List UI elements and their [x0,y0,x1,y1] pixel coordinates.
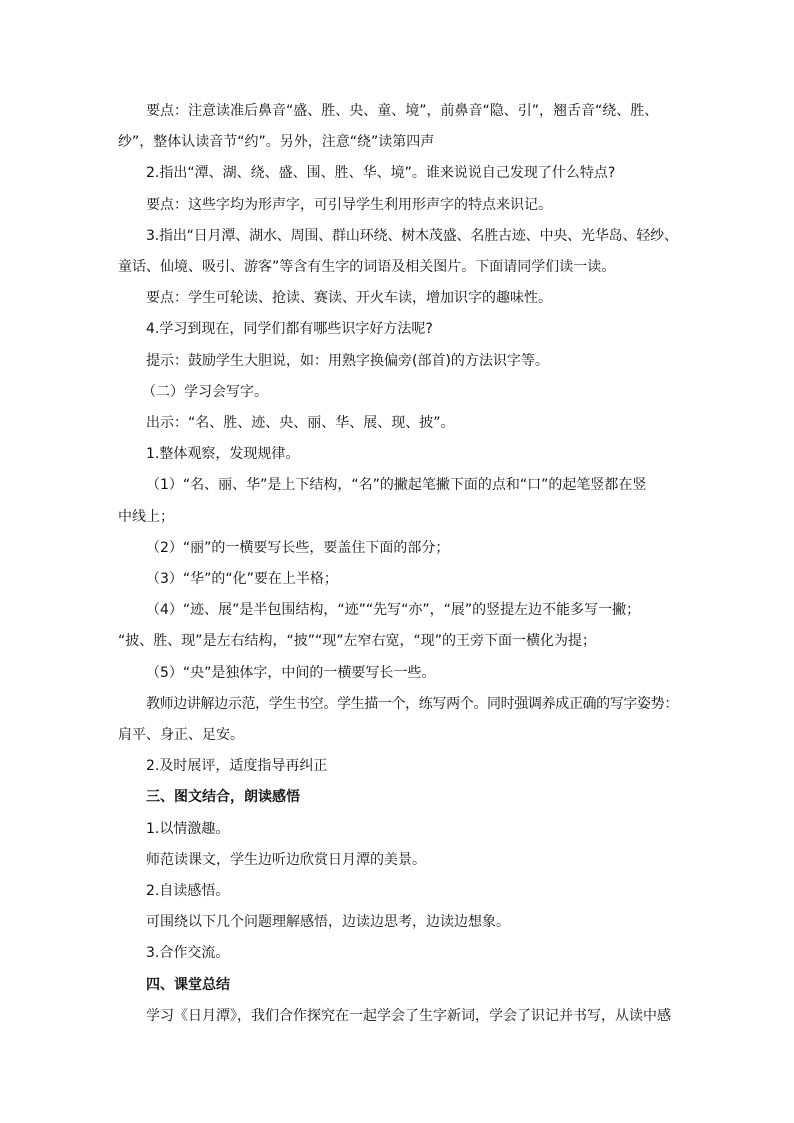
paragraph-line-28: 3.合作交流。 [146,945,230,962]
paragraph-line-16: （3）“华”的“化”要在上半格； [146,571,338,588]
paragraph-line-19: （5）“央”是独体字，中间的一横要写长一些。 [146,664,436,681]
paragraph-line-22: 2.及时展评，适度指导再纠正 [146,758,328,775]
paragraph-line-11: 出示：“名、胜、迹、央、丽、华、展、现、披”。 [146,415,455,432]
paragraph-line-8: 4.学习到现在，同学们都有哪些识字好方法呢? [146,321,433,338]
paragraph-line-1: 要点：注意读准后鼻音“盛、胜、央、童、境”，前鼻音“隐、引”，翘舌音“绕、胜、 [146,103,659,119]
paragraph-line-24: 1.以情激趣。 [146,820,230,837]
paragraph-line-15: （2）“丽”的一横要写长些，要盖住下面的部分； [146,539,450,556]
paragraph-line-5: 3.指出“日月潭、湖水、周围、群山环绕、树木茂盛、名胜古迹、中央、光华岛、轻纱、 [146,227,678,244]
paragraph-line-7: 要点：学生可轮读、抢读、赛读、开火车读，增加识字的趣味性。 [146,290,552,307]
paragraph-line-21: 肩平、身正、足安。 [118,727,244,744]
paragraph-line-20: 教师边讲解边示范，学生书空。学生描一个，练写两个。同时强调养成正确的写字姿势： [146,695,678,712]
paragraph-line-9: 提示：鼓励学生大胆说，如：用熟字换偏旁(部首)的方法识字等。 [146,352,549,369]
paragraph-line-14: 中线上； [118,508,174,525]
section-heading-3: 三、图文结合，朗读感悟 [146,789,300,806]
paragraph-line-26: 2.自读感悟。 [146,883,230,900]
document-body [118,96,678,1032]
paragraph-line-17: （4）“迹、展”是半包围结构，“迹”“先写“亦”，“展”的竖提左边不能多写一撇； [146,602,641,619]
paragraph-line-12: 1.整体观察，发现规律。 [146,446,300,463]
paragraph-line-13: （1）“名、丽、华”是上下结构，“名”的撇起笔撇下面的点和“口”的起笔竖都在竖 [146,477,647,494]
paragraph-line-3: 2.指出“潭、湖、绕、盛、围、胜、华、境”。谁来说说自己发现了什么特点? [146,165,616,182]
paragraph-line-2: 纱”，整体认读音节“约”。另外，注意“绕”读第四声 [118,134,435,151]
paragraph-line-25: 师范读课文，学生边听边欣赏日月潭的美景。 [146,851,426,868]
paragraph-line-4: 要点：这些字均为形声字，可引导学生利用形声字的特点来识记。 [146,196,552,213]
section-heading-4: 四、课堂总结 [146,976,230,993]
paragraph-line-27: 可围绕以下几个问题理解感悟，边读边思考，边读边想象。 [146,914,510,931]
paragraph-line-18: “披、胜、现”是左右结构，“披”“现”左窄右宽，“现”的王旁下面一横化为提； [118,633,597,650]
paragraph-line-30: 学习《日月潭》，我们合作探究在一起学会了生字新词，学会了识记并书写，从读中感 [146,1007,671,1024]
paragraph-line-10: （二）学习会写字。 [142,383,268,400]
paragraph-line-6: 童话、仙境、吸引、游客”等含有生字的词语及相关图片。下面请同学们读一读。 [118,259,616,276]
